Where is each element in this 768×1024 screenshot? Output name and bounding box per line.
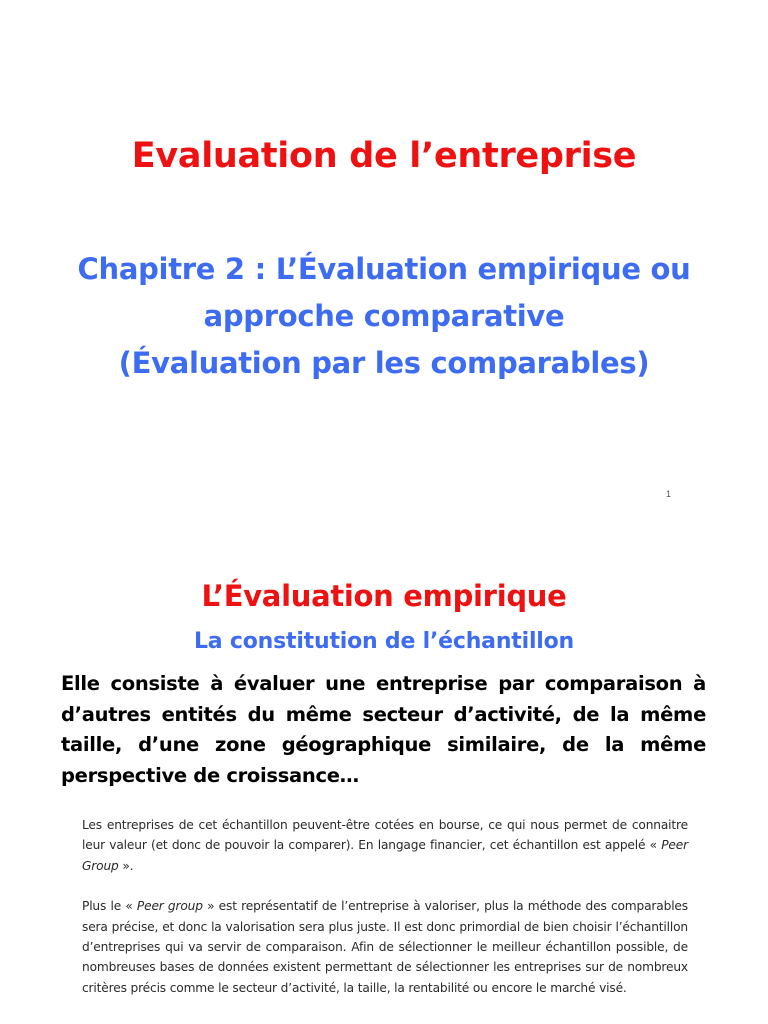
excerpt-text: » est représentatif de l’entreprise à valoriser, plus la méthode des comparables sera précise, et donc la valorisation sera plus juste. Il est donc primordial de bien choisir l’échantillon d’entreprises qui va servir de comparaison. Afin de sélectionner le meilleur échantillon possible, de nombreuses bases de données existent permettant de sélectionner les entreprises sur de nombreux critères précis comme le secteur d’activité, la taille, la rentabilité ou encore le marché visé.	[82, 899, 688, 995]
excerpt-text: Les entreprises de cet échantillon peuvent-être cotées en bourse, ce qui nous permet de connaitre leur valeur (et donc de pouvoir la comparer). En langage financier, cet échantillon est appelé «	[82, 818, 688, 853]
chapter-subtitle	[0, 246, 768, 387]
excerpt-text: ».	[118, 858, 134, 873]
slide-2	[0, 525, 768, 1024]
excerpt-italic-term: Peer group	[136, 899, 203, 914]
section-subtitle: La constitution de l’échantillon	[193, 629, 575, 654]
scanned-excerpt	[82, 815, 688, 1018]
section-title: L’Évaluation empirique	[201, 579, 567, 613]
page-number: 1	[666, 489, 672, 499]
document-title: Evaluation de l’entreprise	[131, 136, 637, 176]
excerpt-paragraph-1	[82, 815, 688, 876]
excerpt-paragraph-2	[82, 896, 688, 998]
chapter-subtitle-line: approche comparative	[203, 299, 565, 333]
excerpt-text: Plus le «	[82, 899, 137, 914]
section-body-text: Elle consiste à évaluer une entreprise par comparaison à d’autres entités du même secteur d’activité, de la même taille, d’une zone géographique similaire, de la même perspective de croissance…	[61, 672, 706, 787]
chapter-subtitle-line: Chapitre 2 : L’Évaluation empirique ou	[77, 252, 691, 286]
excerpt-italic-term: Peer Group	[82, 838, 688, 873]
chapter-subtitle-line: (Évaluation par les comparables)	[118, 346, 650, 380]
